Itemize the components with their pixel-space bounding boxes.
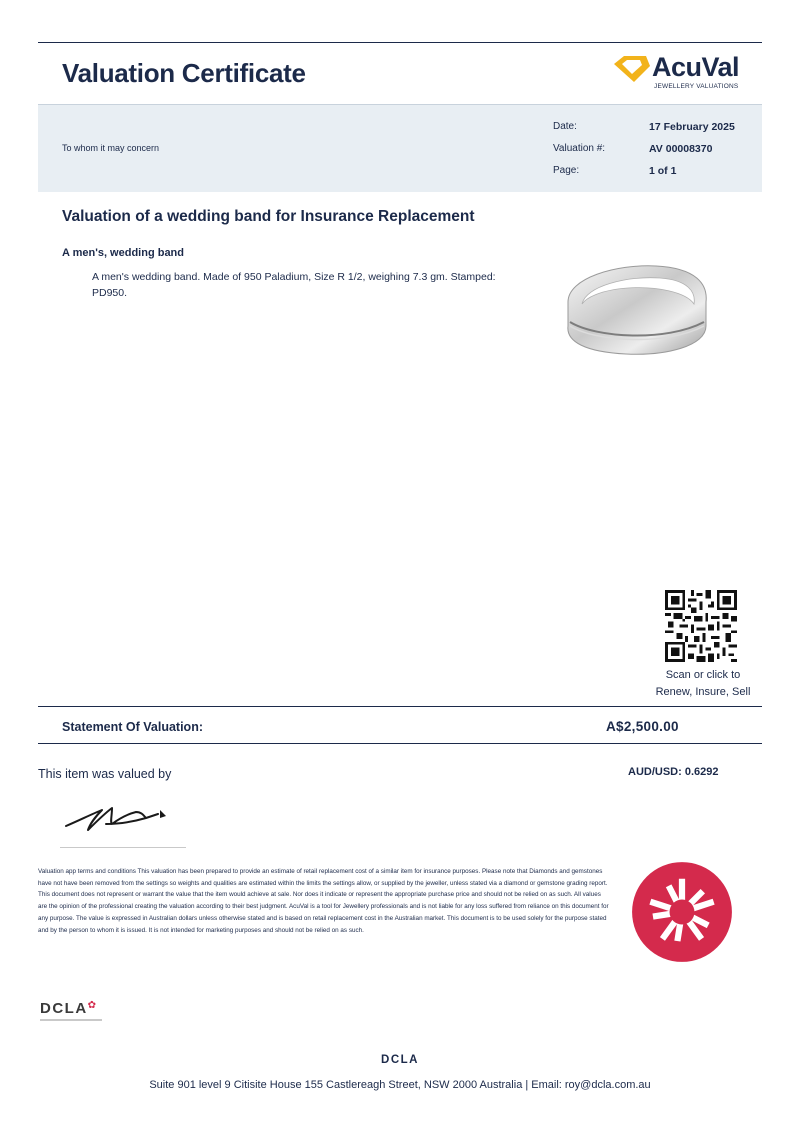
signature-icon (62, 800, 182, 836)
statement-rule-bottom (38, 743, 762, 744)
item-heading: Valuation of a wedding band for Insurance Replacement (62, 208, 475, 225)
emblem-icon (630, 860, 734, 964)
valued-by-text: This item was valued by (38, 767, 172, 781)
dcla-flower-icon: ✿ (87, 1000, 98, 1011)
ring-photo-icon (556, 258, 716, 358)
header-rule (38, 42, 762, 43)
qr-code-icon[interactable] (665, 590, 737, 662)
date-label: Date: (553, 121, 577, 132)
terms-and-conditions: Valuation app terms and conditions This valuation has been prepared to provide an estimate of retail replacement cost of a similar item for insurance purposes. Please note that Diamonds and gemstones have not have been removed from the settings so weights and qualities are estimated within the limits the settings allow, or supplied by the jeweller, unless stated via a diamond or gemstone grading report. This document does not represent or warrant the value that the item would achieve at sale. Nor does it indicate or represent the appropriate purchase price and should not be relied on as such. All values are the opinion of the professional creating the valuation according to their best judgment. AcuVal is a tool for Jewellery professionals and is not liable for any loss suffered from reliance on this document for any purpose. The value is expressed in Australian dollars unless otherwise stated and is based on retail replacement cost in the Australian market. This document is to be used solely for the purpose stated and by the person to whom it is issued. It is not intended for marketing purposes and should not be relied on as such. (38, 868, 609, 934)
page-value: 1 of 1 (649, 165, 677, 177)
exchange-rate: AUD/USD: 0.6292 (628, 766, 719, 778)
statement-rule-top (38, 706, 762, 707)
item-description: A men's wedding band. Made of 950 Paladium, Size R 1/2, weighing 7.3 gm. Stamped: PD950. (92, 271, 496, 299)
page-title: Valuation Certificate (62, 58, 306, 88)
page-label: Page: (553, 165, 580, 176)
qr-caption[interactable] (618, 667, 788, 701)
footer-address[interactable]: Suite 901 level 9 Citisite House 155 Castlereagh Street, NSW 2000 Australia | Email: roy@dcla.com.au (149, 1079, 651, 1091)
recipient: To whom it may concern (62, 143, 160, 153)
signature-line (60, 847, 186, 848)
valuation-amount: A$2,500.00 (606, 719, 679, 734)
dcla-logo (40, 1000, 98, 1017)
date-value: 17 February 2025 (649, 121, 735, 133)
logo-name: AcuVal (652, 52, 740, 82)
footer-company: DCLA (381, 1054, 419, 1066)
statement-label: Statement Of Valuation: (62, 720, 203, 734)
item-subheading: A men's, wedding band (62, 247, 184, 259)
valuation-number-value: AV 00008370 (649, 143, 713, 155)
logo-subtitle: JEWELLERY VALUATIONS (654, 83, 739, 90)
qr-caption-line1[interactable]: Scan or click to (665, 669, 741, 681)
dcla-logo-text: DCLA (40, 1000, 88, 1017)
qr-caption-line2[interactable]: Renew, Insure, Sell (655, 686, 751, 698)
dcla-logo-tagline (40, 1019, 102, 1021)
valuation-number-label: Valuation #: (553, 143, 606, 154)
